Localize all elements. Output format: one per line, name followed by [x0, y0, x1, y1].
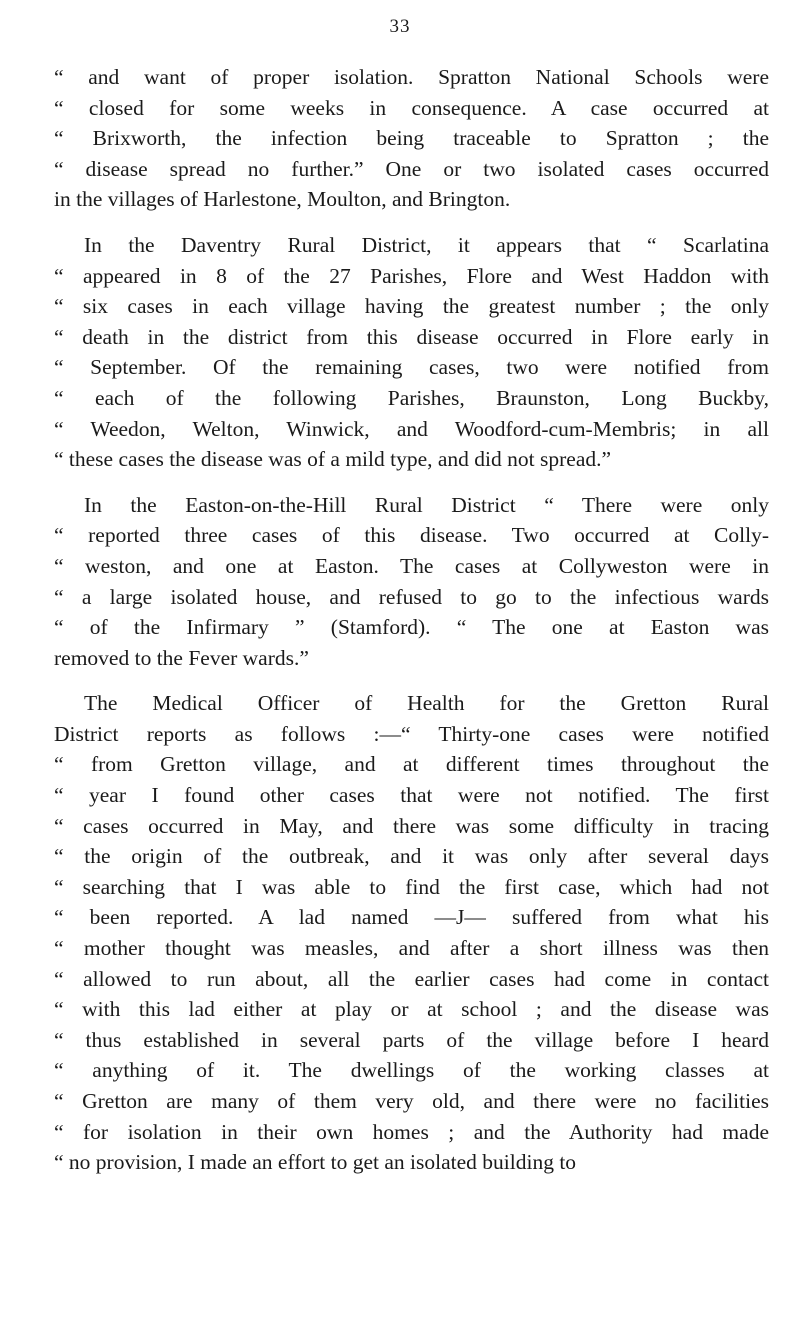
text-line: in the villages of Harlestone, Moulton, and Brington.	[54, 187, 511, 212]
text-line: “ six cases in each village having the greatest number ; the only	[54, 294, 769, 319]
text-line: “ no provision, I made an effort to get an isolated building to	[54, 1150, 577, 1175]
page-number: 33	[389, 16, 411, 37]
text-line: “ the origin of the outbreak, and it was only after several days	[54, 844, 769, 869]
text-line: removed to the Fever wards.”	[54, 645, 309, 670]
text-line: “ for isolation in their own homes ; and the Authority had made	[54, 1119, 769, 1144]
text-line: In the Easton-on-the-Hill Rural District “ There were only	[84, 492, 769, 517]
text-line: “ Brixworth, the infection being traceable to Spratton ; the	[54, 126, 769, 151]
body-text	[54, 62, 769, 1193]
text-line: “ appeared in 8 of the 27 Parishes, Flore and West Haddon with	[54, 263, 769, 288]
text-line: “ death in the district from this disease occurred in Flore early in	[54, 324, 769, 349]
text-line: “ from Gretton village, and at different times throughout the	[54, 752, 769, 777]
text-line: “ a large isolated house, and refused to go to the infectious wards	[54, 584, 769, 609]
text-line: “ weston, and one at Easton. The cases at Collyweston were in	[54, 553, 769, 578]
text-line: “ these cases the disease was of a mild type, and did not spread.”	[54, 447, 612, 472]
text-line: “ disease spread no further.” One or two isolated cases occurred	[54, 156, 769, 181]
text-line: “ searching that I was able to find the first case, which had not	[54, 874, 769, 899]
paragraph	[54, 688, 769, 1178]
text-line: “ and want of proper isolation. Spratton National Schools were	[54, 65, 769, 89]
text-line: “ allowed to run about, all the earlier cases had come in contact	[54, 966, 769, 991]
text-line: District reports as follows :—“ Thirty-one cases were notified	[54, 721, 769, 746]
text-line: “ mother thought was measles, and after a short illness was then	[54, 936, 769, 961]
text-line: “ each of the following Parishes, Braunston, Long Buckby,	[54, 385, 769, 410]
text-line: “ anything of it. The dwellings of the working classes at	[54, 1058, 769, 1083]
text-line: “ thus established in several parts of the village before I heard	[54, 1027, 769, 1052]
paragraph	[54, 230, 769, 475]
text-line: In the Daventry Rural District, it appears that “ Scarlatina	[84, 232, 769, 257]
text-line: “ Gretton are many of them very old, and there were no facilities	[54, 1089, 769, 1113]
text-line: “ September. Of the remaining cases, two were notified from	[54, 355, 769, 380]
text-line: “ been reported. A lad named —J— suffered from what his	[54, 905, 769, 930]
text-line: “ with this lad either at play or at school ; and the disease was	[54, 997, 769, 1022]
text-line: “ closed for some weeks in consequence. A case occurred at	[54, 95, 769, 120]
text-line: “ reported three cases of this disease. Two occurred at Colly-	[54, 523, 769, 548]
text-line: “ year I found other cases that were not notified. The first	[54, 783, 769, 808]
paragraph	[54, 62, 769, 215]
text-line: “ Weedon, Welton, Winwick, and Woodford-cum-Membris; in all	[54, 416, 769, 441]
text-line: “ of the Infirmary ” (Stamford). “ The one at Easton was	[54, 615, 769, 640]
text-line: “ cases occurred in May, and there was some difficulty in tracing	[54, 813, 769, 838]
paragraph	[54, 490, 769, 674]
text-line: The Medical Officer of Health for the Gretton Rural	[84, 691, 769, 716]
